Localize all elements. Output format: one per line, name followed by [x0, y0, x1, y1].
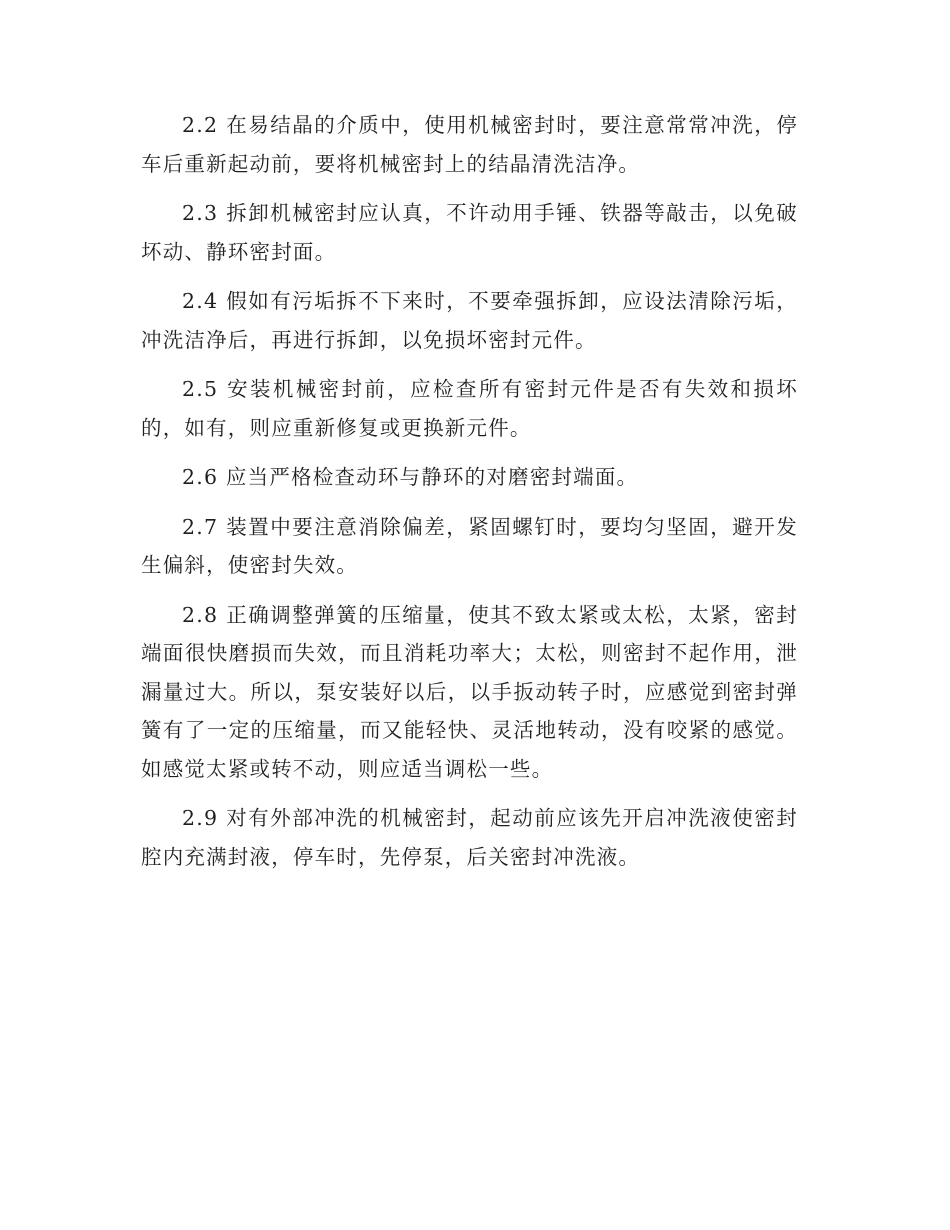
paragraph-2-5: 2.5 安装机械密封前，应检查所有密封元件是否有失效和损坏的，如有，则应重新修复或更换新元件。: [141, 377, 798, 440]
paragraph-2-7: 2.7 装置中要注意消除偏差，紧固螺钉时，要均匀坚固，避开发生偏斜，使密封失效。: [141, 514, 798, 577]
paragraph-2-3: 2.3 拆卸机械密封应认真，不许动用手锤、铁器等敲击，以免破坏动、静环密封面。: [141, 201, 798, 264]
paragraph-2-8: 2.8 正确调整弹簧的压缩量，使其不致太紧或太松，太紧，密封端面很快磨损而失效，而且消耗功率大；太松，则密封不起作用，泄漏量过大。所以，泵安装好以后，以手扳动转子时，应感觉到密封弹簧有了一定的压缩量，而又能轻快、灵活地转动，没有咬紧的感觉。如感觉太紧或转不动，则应适当调松一些。: [141, 602, 798, 781]
paragraph-2-6: 2.6 应当严格检查动环与静环的对磨密封端面。: [182, 465, 639, 489]
document-body: [141, 106, 798, 887]
paragraph-2-2: 2.2 在易结晶的介质中，使用机械密封时，要注意常常冲洗，停车后重新起动前，要将机械密封上的结晶清洗洁净。: [141, 113, 798, 176]
paragraph-2-9: 2.9 对有外部冲洗的机械密封，起动前应该先开启冲洗液使密封腔内充满封液，停车时，先停泵，后关密封冲洗液。: [141, 806, 798, 869]
paragraph-2-4: 2.4 假如有污垢拆不下来时，不要牵强拆卸，应设法清除污垢，冲洗洁净后，再进行拆卸，以免损坏密封元件。: [141, 289, 798, 352]
